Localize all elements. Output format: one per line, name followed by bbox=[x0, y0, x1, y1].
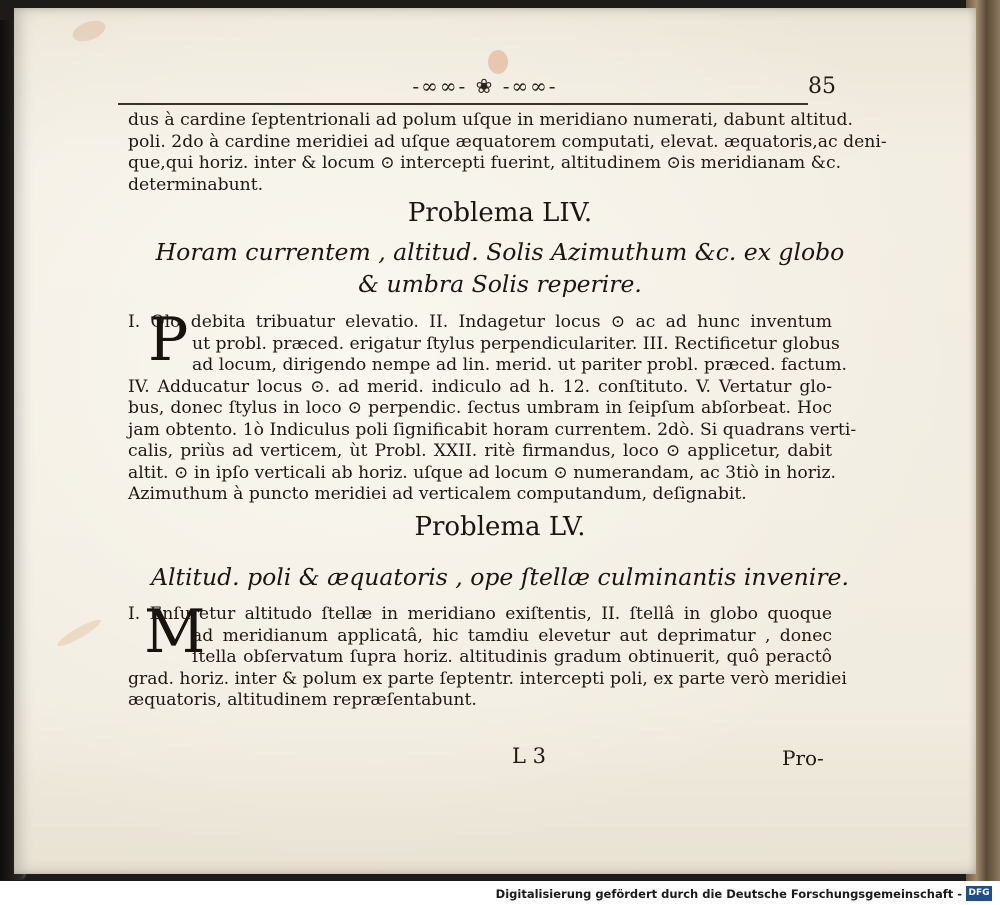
funding-credit: Digitalisierung gefördert durch die Deutsche Forschungsgemeinschaft - bbox=[495, 887, 962, 901]
text-line: que,qui horiz. inter & locum ⊙ intercepti fuerint, altitudinem ⊙is meridianam &c. bbox=[128, 153, 842, 173]
page-stain bbox=[55, 616, 103, 650]
dropcap-p: P bbox=[148, 305, 189, 375]
text-line: ad locum, dirigendo nempe ad lin. merid. ut pariter probl. præced. factum. bbox=[192, 355, 847, 375]
page-number: 85 bbox=[808, 74, 836, 99]
text-line: poli. 2do à cardine meridiei ad uſque æquatorem computati, elevat. æquatoris,ac deni- bbox=[128, 131, 887, 152]
text-line: altit. ⊙ in ipſo verticali ab horiz. uſque ad locum ⊙ numerandam, ac 3tiò in horiz. bbox=[128, 462, 837, 483]
catchword: Pro- bbox=[782, 746, 824, 770]
page-stain bbox=[70, 17, 108, 46]
text-line: ut probl. præced. erigatur ſtylus perpendiculariter. III. Rectificetur globus bbox=[192, 333, 840, 354]
text-line: bus, donec ſtylus in loco ⊙ perpendic. ſectus umbram in ſeipſum abſorbeat. Hoc bbox=[128, 398, 832, 418]
dfg-logo-icon: DFG bbox=[966, 886, 992, 901]
problem-54-subtitle: Horam currentem , altitud. Solis Azimuthum &c. ex globo bbox=[155, 238, 845, 266]
credit-bar bbox=[0, 881, 1000, 905]
text-line: grad. horiz. inter & polum ex parte ſeptentr. intercepti poli, ex parte verò meridiei bbox=[128, 668, 847, 689]
text-line: I. Enſuretur altitudo ſtellæ in meridiano exiſtentis, II. ſtellâ in globo quoque bbox=[128, 604, 832, 624]
text-line: ſtella obſervatum ſupra horiz. altitudinis gradum obtinuerit, quô peractô bbox=[192, 647, 832, 667]
signature-mark: L 3 bbox=[512, 744, 546, 768]
text-line: Azimuthum à puncto meridiei ad verticalem computandum, deſignabit. bbox=[128, 484, 747, 504]
text-line: æquatoris, altitudinem repræſentabunt. bbox=[128, 690, 477, 710]
page-stain bbox=[488, 50, 508, 74]
text-line: determinabunt. bbox=[128, 174, 264, 195]
dropcap-m: M bbox=[144, 597, 206, 667]
problem-55-title: Problema LV. bbox=[414, 512, 586, 542]
header-rule bbox=[118, 103, 808, 105]
paragraph-continuation bbox=[128, 110, 887, 196]
text-line: dus à cardine ſeptentrionali ad polum uſque in meridiano numerati, dabunt altitud. bbox=[128, 110, 853, 130]
text-line: I. Olo debita tribuatur elevatio. II. Indagetur locus ⊙ ac ad hunc inventum bbox=[128, 312, 832, 332]
problem-55-body bbox=[128, 597, 847, 712]
text-line: ad meridianum applicatâ, hic tamdiu elevetur aut deprimatur , donec bbox=[192, 625, 832, 646]
text-line: calis, priùs ad verticem, ùt Probl. XXII. ritè firmandus, loco ⊙ applicetur, dabit bbox=[128, 441, 832, 461]
problem-55-subtitle: Altitud. poli & æquatoris , ope ſtellæ culminantis invenire. bbox=[151, 563, 849, 591]
problem-54-subtitle: & umbra Solis reperire. bbox=[358, 270, 642, 298]
text-line: jam obtento. 1ò Indiculus poli ſignificabit horam currentem. 2dò. Si quadrans verti- bbox=[128, 419, 857, 440]
problem-54-body bbox=[128, 305, 857, 506]
problem-54-title: Problema LIV. bbox=[407, 198, 593, 228]
header-ornament: -∞∞- ❀ -∞∞- bbox=[412, 74, 558, 98]
text-line: IV. Adducatur locus ⊙. ad merid. indiculo ad h. 12. conſtituto. V. Vertatur glo- bbox=[128, 376, 832, 397]
